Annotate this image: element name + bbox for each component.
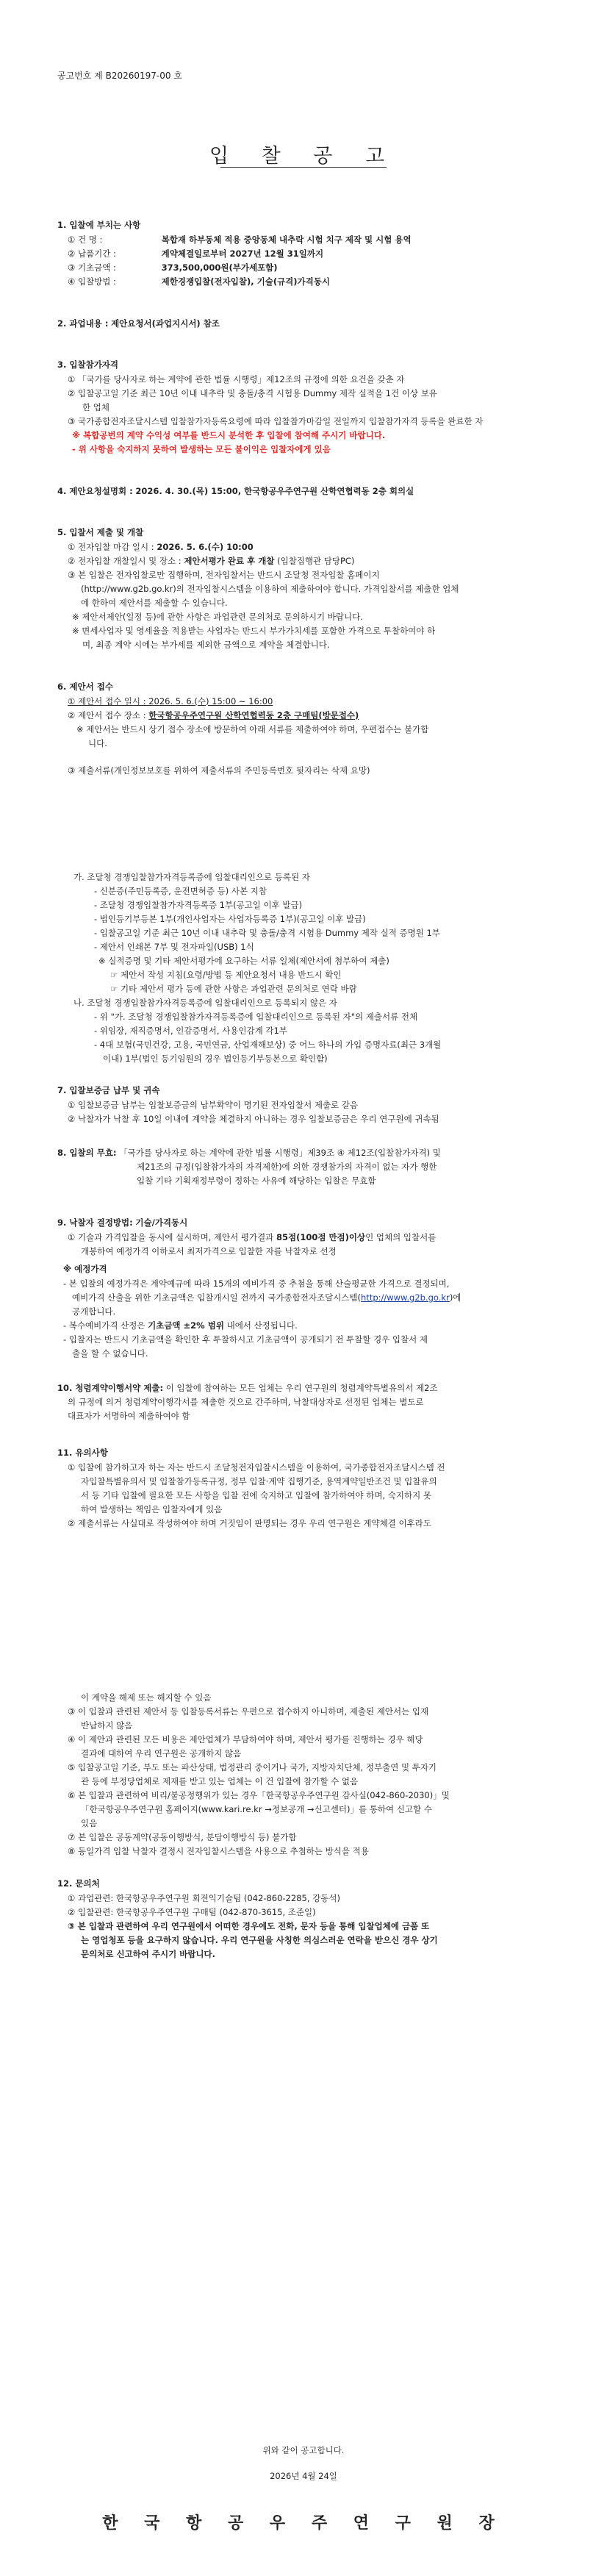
docs-na-3b: 이내) 1부(법인 등기임원의 경우 법인등기부등본으로 확인함) — [103, 1053, 328, 1064]
s12-item-2: ② 입찰관련: 한국항공우주연구원 구매팀 (042-870-3615, 조준일) — [68, 1907, 316, 1917]
s11-item-6c: 있음 — [81, 1818, 98, 1828]
s8-line-3: 입찰 기타 기획재정부령이 정하는 사유에 해당하는 입찰은 무효함 — [137, 1176, 376, 1186]
s11-item-4b: 결과에 대하여 우리 연구원은 공개하지 않음 — [81, 1748, 242, 1759]
s6-heading: 6. 제안서 접수 — [57, 681, 113, 692]
s6-item-1: ① 제안서 접수 일시 : 2026. 5. 6.(수) 15:00 ~ 16:00 — [68, 696, 273, 706]
s11-heading: 11. 유의사항 — [57, 1448, 108, 1458]
docs-na: 나. 조달청 경쟁입찰참가자격등록증에 입찰대리인으로 등록되지 않은 자 — [73, 998, 337, 1008]
s5-item-1: ① 전자입찰 마감 일시 : 2026. 5. 6.(수) 10:00 — [68, 542, 254, 552]
s12-item-3c: 문의처로 신고하여 주시기 바랍니다. — [81, 1949, 216, 1959]
notice-number: 공고번호 제 B20260197-00 호 — [57, 71, 182, 81]
notice-date: 2026년 4월 24일 — [270, 2471, 337, 2481]
s3-item-3: ③ 국가종합전자조달시스템 입찰참가자등록요령에 따라 입찰참가마감일 전일까지 입찰참가자격 등록을 완료한 자 — [68, 416, 484, 426]
s3-item-2b: 한 업체 — [82, 402, 109, 412]
s6-note-a: ※ 제안서는 반드시 상기 접수 장소에 방문하여 아래 서류를 제출하여야 하며, 우편접수는 불가합 — [76, 724, 429, 734]
s7-item-1: ① 입찰보증금 납부는 입찰보증금의 납부확약이 명기된 전자입찰서 제출로 갈음 — [68, 1100, 359, 1110]
s8-line-1: 8. 입찰의 무효: 「국가를 당사자로 하는 계약에 관한 법률 시행령」제39조 ④ 제12조(입찰참가자격) 및 — [57, 1148, 441, 1158]
s1-item-4: ④ 입찰방법 : 제한경쟁입찰(전자입찰), 기술(규격)가격동시 — [68, 276, 330, 287]
docs-na-3a: - 4대 보험(국민건강, 고용, 국민연금, 산업재해보상) 중 어느 하나의 가입 증명자료(최근 3개월 — [94, 1040, 442, 1050]
s11-item-8: ⑧ 동일가격 입찰 낙찰자 결정시 전자입찰시스템을 사용으로 추첨하는 방식을 적용 — [68, 1846, 369, 1856]
s9-heading: 9. 낙찰자 결정방법: 기술/가격동시 — [57, 1217, 188, 1228]
s11-item-2: ② 제출서류는 사실대로 작성하여야 하며 거짓임이 판명되는 경우 우리 연구원은 계약체결 이후라도 — [68, 1518, 431, 1528]
s11-item-6a: ⑥ 본 입찰과 관련하여 비리/불공정행위가 있는 경우「한국항공우주연구원 감사실(042-860-2030)」및 — [68, 1790, 450, 1800]
s9-item-1: ① 기술과 가격입찰을 동시에 실시하며, 제안서 평가결과 85점(100점 만점)이상인 업체의 입찰서를 — [68, 1232, 437, 1242]
s6-note-b: 니다. — [88, 738, 107, 748]
s12-heading: 12. 문의처 — [57, 1878, 100, 1889]
s9-note-3a: - 입찰자는 반드시 기초금액을 확인한 후 투찰하시고 기초금액이 공개되기 전 투찰할 경우 입찰서 제 — [63, 1334, 428, 1345]
s7-heading: 7. 입찰보증금 납부 및 귀속 — [57, 1085, 160, 1095]
issuing-organization: 한 국 항 공 우 주 연 구 원 장 — [102, 2514, 505, 2533]
s9-note-3b: 출을 할 수 없습니다. — [72, 1348, 148, 1359]
s1-item-3: ③ 기초금액 : 373,500,000원(부가세포함) — [68, 262, 278, 273]
s11-item-1b: 자입찰특별유의서 및 입찰참가등록규정, 정부 입찰·계약 집행기준, 용역계약일반조건 및 입찰유의 — [81, 1476, 437, 1486]
s11-item-1d: 하여 발생하는 책임은 입찰자에게 있음 — [81, 1504, 223, 1514]
s3-item-2a: ② 입찰공고일 기준 최근 10년 이내 내추락 및 충돌/충격 시험용 Dummy 제작 실적을 1건 이상 보유 — [68, 388, 437, 398]
s5-heading: 5. 입찰서 제출 및 개찰 — [57, 527, 144, 537]
s11-item-5a: ⑤ 입찰공고일 기준, 부도 또는 파산상태, 법정관리 중이거나 국가, 지방자치단체, 정부출연 및 투자기 — [68, 1762, 437, 1772]
title-underline — [220, 167, 387, 168]
s5-note-2b: 며, 최종 계약 시에는 부가세를 제외한 금액으로 계약을 체결합니다. — [82, 640, 330, 650]
s12-item-3b: 는 영업청포 등을 요구하지 않습니다. 우리 연구원을 사칭한 의심스러운 연락을 받으신 경우 상기 — [81, 1935, 438, 1945]
s7-item-2: ② 낙찰자가 낙찰 후 10일 이내에 계약을 체결하지 아니하는 경우 입찰보증금은 우리 연구원에 귀속됨 — [68, 1114, 439, 1124]
docs-na-1: - 위 "가. 조달청 경쟁입찰참가자격등록증에 입찰대리인으로 등록된 자"의 제출서류 전체 — [94, 1012, 418, 1022]
s12-item-1: ① 과업관련: 한국항공우주연구원 회전익기술팀 (042-860-2285, 강동석) — [68, 1893, 340, 1903]
s5-note-1: ※ 제안서제안(일정 등)에 관한 사항은 과업관련 문의처로 문의하시기 바랍니다. — [72, 612, 363, 622]
docs-ga-5: - 제안서 인쇄본 7부 및 전자파일(USB) 1식 — [94, 942, 254, 952]
page-title: 입 찰 공 고 — [209, 145, 398, 168]
s11-item-3a: ③ 이 입찰과 관련된 제안서 등 입찰등록서류는 우편으로 접수하지 아니하며, 제출된 제안서는 입재 — [68, 1706, 429, 1717]
docs-ga-note-1: ※ 실적증명 및 기타 제안서평가에 요구하는 서류 일체(제안서에 첨부하여 제출) — [98, 956, 389, 966]
s11-item-5b: 관 등에 부정당업체로 제재를 받고 있는 업체는 이 건 입찰에 참가할 수 없음 — [81, 1776, 359, 1786]
docs-ga: 가. 조달청 경쟁입찰참가자격등록증에 입찰대리인으로 등록된 자 — [73, 872, 310, 882]
s1-item-1: ① 건 명 : 복합재 하부동체 적용 중앙동체 내추락 시험 치구 제작 및 시험 용역 — [68, 235, 412, 245]
docs-ga-2: - 조달청 경쟁입찰참가자격등록증 1부(공고일 이후 발급) — [94, 900, 303, 910]
s9-note-1b: 예비가격 산출을 위한 기초금액은 입찰개시일 전까지 국가종합전자조달시스템(http://www.g2b.go.kr)에 — [72, 1292, 461, 1303]
s10-line-3: 대표자가 서명하여 제출하여야 함 — [68, 1411, 190, 1421]
s2-line: 2. 과업내용 : 제안요청서(과업지시서) 참조 — [57, 318, 220, 329]
s8-line-2: 제21조의 규정(입찰참가자의 자격제한)에 의한 경쟁참가의 자격이 없는 자가 행한 — [137, 1162, 437, 1172]
s5-item-3a: ③ 본 입찰은 전자입찰로만 집행하며, 전자입찰서는 반드시 조달청 전자입찰 홈페이지 — [68, 570, 380, 580]
docs-ga-3: - 법인등기부등본 1부(개인사업자는 사업자등록증 1부)(공고일 이후 발급) — [94, 914, 366, 924]
s9-item-1-cont: 개봉하여 예정가격 이하로서 최저가격으로 입찰한 자를 낙찰자로 선정 — [81, 1246, 337, 1256]
s10-line-2: 의 규정에 의거 청렴계약이행각서를 제출한 것으로 간주하며, 낙찰대상자로 선정된 업체는 별도로 — [68, 1397, 424, 1407]
s11-item-1c: 서 등 기타 입찰에 필요한 모든 사항을 입찰 전에 숙지하고 입찰에 참가하여야 하며, 숙지하지 못 — [81, 1490, 431, 1500]
g2b-link[interactable]: http://www.g2b.go.kr — [361, 1292, 450, 1303]
closing-text: 위와 같이 공고합니다. — [262, 2445, 345, 2455]
s12-item-3a: ③ 본 입찰과 관련하여 우리 연구원에서 어떠한 경우에도 전화, 문자 등을 통해 입찰업체에 금품 또 — [68, 1921, 430, 1931]
s11-item-1a: ① 입찰에 참가하고자 하는 자는 반드시 조달청전자입찰시스템을 이용하여, 국가종합전자조달시스템 전 — [68, 1462, 445, 1473]
s5-item-3c: 에 한하여 제안서를 제출할 수 있습니다. — [81, 598, 228, 608]
s11-item-4a: ④ 이 제안과 관련된 모든 비용은 제안업체가 부담하여야 하며, 제안서 평가를 진행하는 경우 해당 — [68, 1734, 423, 1745]
s3-heading: 3. 입찰참가자격 — [57, 359, 119, 370]
s5-note-2a: ※ 면세사업자 및 영세율을 적용받는 사업자는 반드시 부가가치세를 포함한 가격으로 투찰하여야 하 — [72, 626, 436, 636]
docs-ga-1: - 신분증(주민등록증, 운전면허증 등) 사본 지참 — [94, 886, 267, 896]
s9-note-1d: 공개합니다. — [72, 1306, 116, 1317]
s11-item-3b: 반납하지 않음 — [81, 1720, 133, 1731]
s3-note-2: - 위 사항을 숙지하지 못하여 발생하는 모든 불이익은 입찰자에게 있음 — [72, 444, 331, 454]
s11-item-6b: 「한국항공우주연구원 홈페이지(www.kari.re.kr →정보공개 →신고센터)」를 통하여 신고할 수 — [81, 1804, 432, 1814]
s9-note-2: - 복수예비가격 산정은 기초금액 ±2% 범위 내에서 산정됩니다. — [63, 1320, 298, 1331]
docs-ga-note-2: ☞ 제안서 작성 지침(요령/방법 등 제안요청서 내용 반드시 확인 — [110, 970, 342, 980]
s5-item-3b: (http://www.g2b.go.kr)의 전자입찰시스템을 이용하여 제출하여야 합니다. 가격입찰서를 제출한 업체 — [81, 584, 459, 594]
s3-note-1: ※ 복합공번의 계약 수익성 여부를 반드시 분석한 후 입찰에 참여해 주시기 바랍니다. — [72, 430, 386, 440]
s1-item-2: ② 납품기간 : 계약체결일로부터 2027년 12월 31일까지 — [68, 248, 324, 259]
docs-ga-note-3: ☞ 기타 제안서 평가 등에 관한 사항은 과업관련 문의처로 연락 바람 — [110, 984, 357, 994]
s6-item-3: ③ 제출서류(개인정보보호를 위하여 제출서류의 주민등록번호 뒷자리는 삭제 요망) — [68, 765, 370, 776]
docs-ga-4: - 입찰공고일 기준 최근 10년 이내 내추락 및 충돌/충격 시험용 Dummy 제작 실적 증명원 1부 — [94, 928, 440, 938]
s1-heading: 1. 입찰에 부치는 사항 — [57, 220, 141, 230]
s11-item-2-cont: 이 계약을 해제 또는 해지할 수 있음 — [81, 1692, 212, 1703]
docs-na-2: - 위임장, 재직증명서, 인감증명서, 사용인감계 각1부 — [94, 1026, 287, 1036]
s4-line: 4. 제안요청설명회 : 2026. 4. 30.(목) 15:00, 한국항공우주연구원 산학연협력동 2층 회의실 — [57, 486, 414, 496]
s6-item-2: ② 제안서 접수 장소 : 한국항공우주연구원 산학연협력동 2층 구매팀(방문접수) — [68, 710, 359, 720]
s11-item-7: ⑦ 본 입찰은 공동계약(공동이행방식, 분담이행방식 등) 불가함 — [68, 1832, 297, 1842]
s3-item-1: ① 「국가를 당사자로 하는 계약에 관한 법률 시행령」제12조의 규정에 의한 요건을 갖춘 자 — [68, 374, 405, 384]
s9-note-heading: ※ 예정가격 — [63, 1264, 107, 1274]
s10-line-1: 10. 청렴계약이행서약 제출: 이 입찰에 참여하는 모든 업체는 우리 연구원의 청렴계약특별유의서 제2조 — [57, 1383, 438, 1393]
s5-item-2: ② 전자입찰 개찰일시 및 장소 : 제안서평가 완료 후 개찰 (입찰집행관 담당PC) — [68, 556, 355, 566]
s9-note-1a: - 본 입찰의 예정가격은 계약예규에 따라 15개의 예비가격 중 추첨을 통해 산술평균한 가격으로 결정되며, — [63, 1278, 450, 1289]
